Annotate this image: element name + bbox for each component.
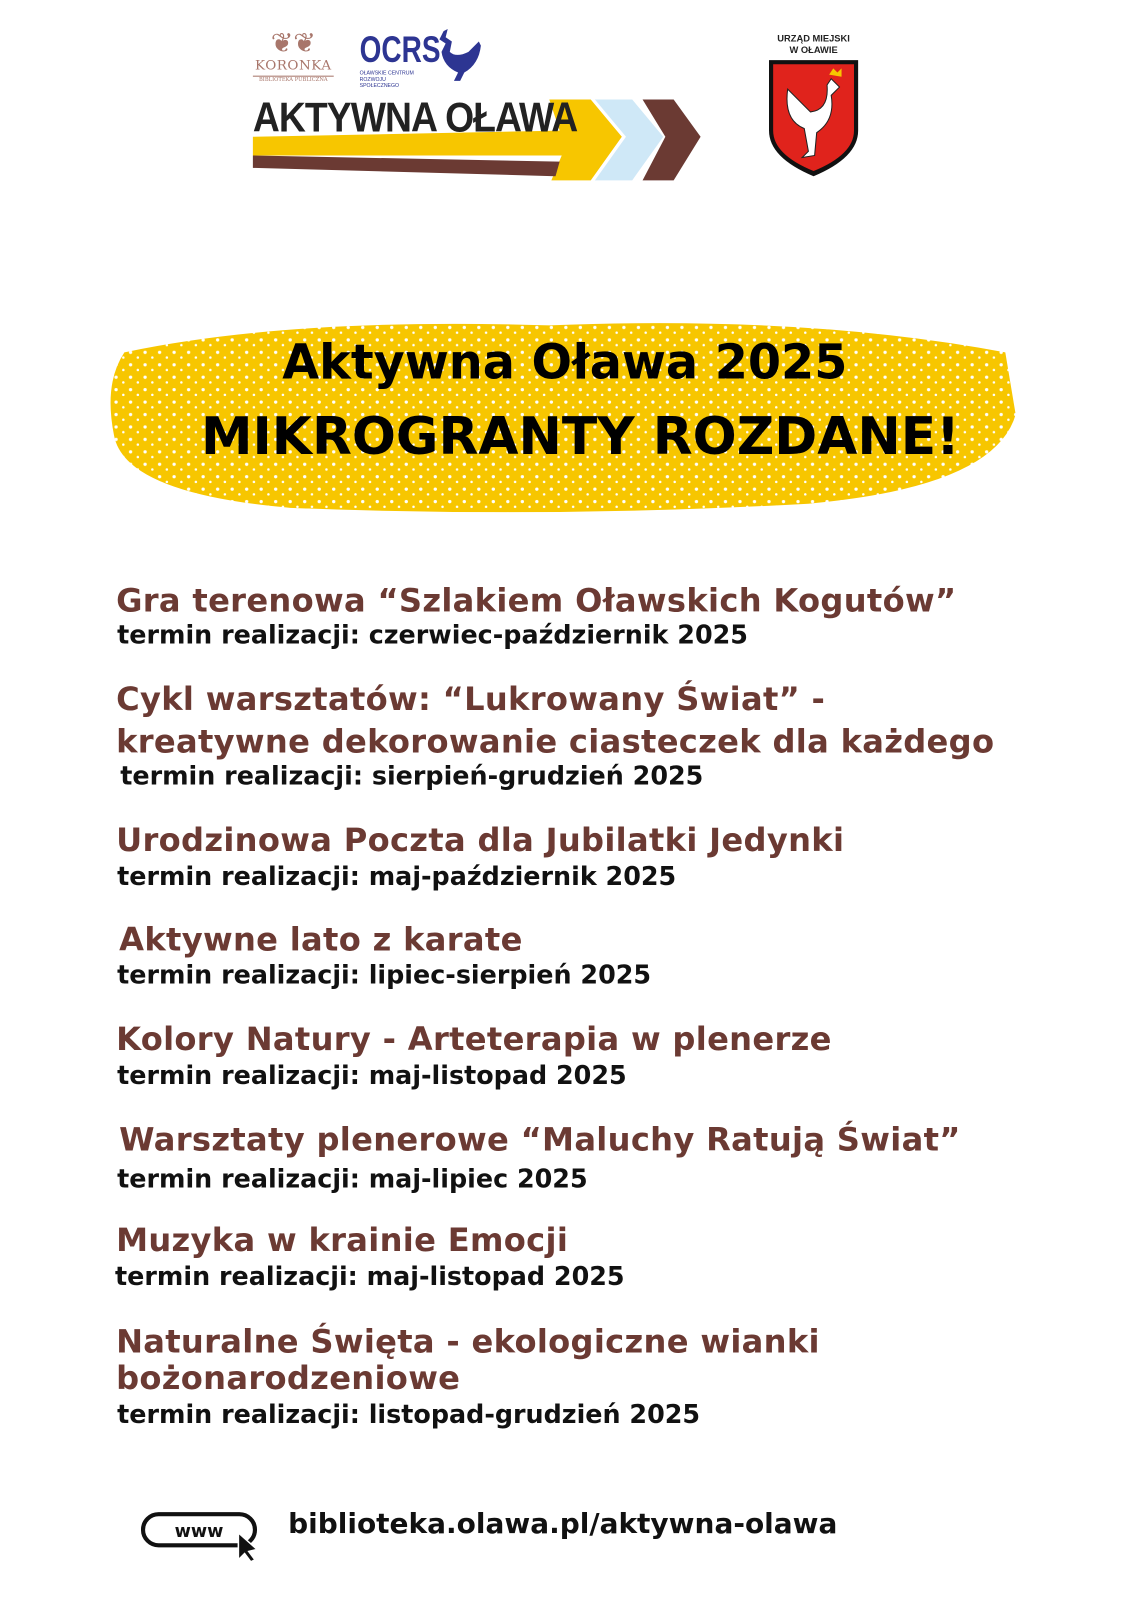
item-title-continued: bożonarodzeniowe	[116, 1359, 461, 1398]
item-title: Naturalne Święta - ekologiczne wianki	[116, 1323, 820, 1361]
item-term: termin realizacji: maj-lipiec 2025	[117, 1163, 588, 1194]
www-icon-text: www	[174, 1521, 224, 1542]
item-term: termin realizacji: maj-październik 2025	[117, 861, 677, 892]
olawa-crest-icon	[767, 58, 860, 178]
item-title-continued: kreatywne dekorowanie ciasteczek dla każdego	[116, 723, 995, 761]
item-title: Kolory Natury - Arteterapia w plenerze	[116, 1020, 832, 1059]
item-term: termin realizacji: listopad-grudzień 2025	[117, 1399, 701, 1430]
item-term: termin realizacji: lipiec-sierpień 2025	[117, 959, 652, 990]
heading-line-1: Aktywna Oława 2025	[282, 333, 848, 390]
item-title: Muzyka w krainie Emocji	[116, 1221, 569, 1260]
item-title: Warsztaty plenerowe “Maluchy Ratują Świat”	[119, 1121, 961, 1159]
koronka-logo: ❦❦ KORONKA BIBLIOTEKA PUBLICZNA	[253, 29, 334, 83]
item-title: Gra terenowa “Szlakiem Oławskich Kogutów”	[116, 582, 957, 620]
item-term: termin realizacji: maj-listopad 2025	[115, 1261, 625, 1292]
blue-rooster-icon	[433, 27, 483, 85]
item-title: Urodzinowa Poczta dla Jubilatki Jedynki	[116, 821, 845, 860]
heading-line-2: MIKROGRANTY ROZDANE!	[200, 406, 960, 467]
item-title: Cykl warsztatów: “Lukrowany Świat” -	[116, 680, 826, 719]
item-term: termin realizacji: maj-listopad 2025	[117, 1060, 627, 1091]
aktywna-olawa-logo-text: AKTYWNA OŁAWA	[252, 95, 578, 141]
lace-ornament-icon: ❦❦	[270, 27, 316, 60]
website-link[interactable]: biblioteka.olawa.pl/aktywna-olawa	[288, 1507, 838, 1541]
item-term: termin realizacji: sierpień-grudzień 2025	[120, 760, 704, 791]
item-title: Aktywne lato z karate	[119, 921, 523, 959]
item-term: termin realizacji: czerwiec-październik 2025	[117, 619, 748, 650]
urzad-label: URZĄD MIEJSKI W OŁAWIE	[777, 33, 850, 55]
ocrs-logo: OCRS OŁAWSKIE CENTRUM ROZWOJU SPOŁECZNEGO	[359, 27, 441, 90]
www-cursor-icon	[141, 1510, 265, 1568]
